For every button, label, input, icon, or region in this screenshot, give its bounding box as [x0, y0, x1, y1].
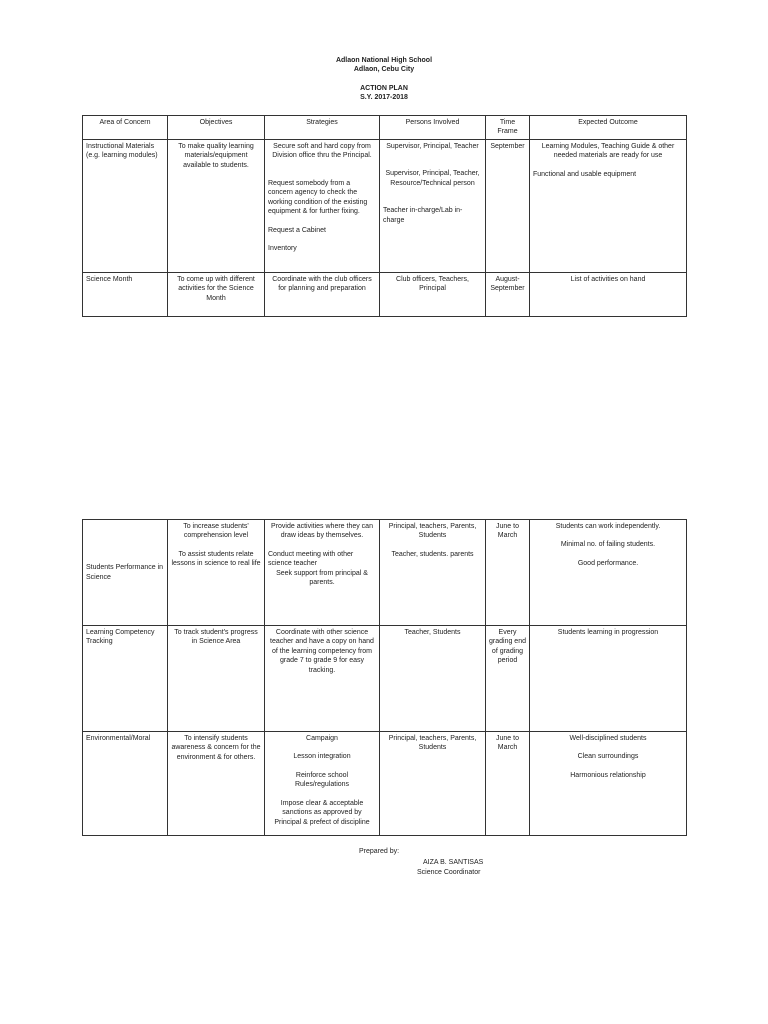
outcome-cell — [530, 272, 687, 316]
action-plan-table-2 — [82, 519, 687, 836]
preparer-position: Science Coordinator — [417, 869, 481, 876]
outcome-cell — [530, 732, 687, 836]
col-header-strategies: Strategies — [265, 116, 380, 140]
outcome-text: Students learning in progression — [557, 629, 659, 636]
strategies-cell — [265, 732, 380, 836]
table-row — [83, 732, 687, 836]
persons-cell — [380, 732, 486, 836]
strategies-cell — [265, 272, 380, 316]
strategy-text: Request a Cabinet — [268, 226, 326, 234]
table-row — [83, 139, 687, 272]
persons-text: Teacher, Students — [404, 629, 461, 636]
time-cell: September — [486, 139, 530, 272]
outcome-text: List of activities on hand — [570, 275, 646, 283]
time-cell: August-September — [486, 272, 530, 316]
strategy-text: Conduct meeting with other science teacher — [268, 550, 354, 568]
outcome-text: Learning Modules, Teaching Guide & other needed materials are ready for use — [541, 142, 675, 160]
strategy-text: Seek support from principal & parents. — [276, 569, 368, 587]
preparer-name: AIZA B. SANTISAS — [423, 859, 484, 866]
outcome-cell — [530, 626, 687, 732]
strategies-cell — [265, 520, 380, 626]
time-cell: June to March — [486, 732, 530, 836]
objectives-cell — [168, 626, 265, 732]
col-header-persons: Persons Involved — [380, 116, 486, 140]
strategies-cell — [265, 139, 380, 272]
strategy-text: Impose clear & acceptable sanctions as approved by Principal & prefect of discipline — [274, 799, 370, 826]
strategy-text: Secure soft and hard copy from Division office thru the Principal. — [272, 142, 372, 160]
objective-text: To intensify students awareness & concern for the environment & for others. — [171, 735, 261, 761]
persons-text: Teacher, students. parents — [391, 550, 474, 558]
outcome-text: Clean surroundings — [577, 753, 639, 761]
table-row — [83, 520, 687, 626]
table-row — [83, 626, 687, 732]
objective-text: To come up with different activities for the Science Month — [177, 275, 255, 302]
outcome-text: Students can work independently. — [555, 523, 661, 530]
outcome-cell — [530, 520, 687, 626]
persons-cell — [380, 139, 486, 272]
objective-text: To make quality learning materials/equipment available to students. — [178, 142, 254, 169]
strategy-text: Lesson integration — [293, 753, 351, 761]
persons-cell — [380, 272, 486, 316]
strategy-text: Campaign — [306, 735, 338, 742]
school-location: Adlaon, Cebu City — [353, 66, 415, 74]
strategy-text: Request somebody from a concern agency to check the working condition of the existing equipment & for further fixing. — [268, 179, 368, 216]
strategy-text: Inventory — [268, 244, 297, 252]
persons-text: Principal, teachers, Parents, Students — [388, 523, 477, 540]
area-cell: Learning Competency Tracking — [83, 626, 168, 732]
persons-cell — [380, 520, 486, 626]
outcome-text: Good performance. — [577, 559, 639, 567]
area-cell: Environmental/Moral — [83, 732, 168, 836]
outcome-text: Harmonious relationship — [570, 771, 646, 779]
persons-text: Principal, teachers, Parents, Students — [388, 735, 477, 752]
area-cell: Students Performance in Science — [83, 520, 168, 626]
document-title-block — [0, 84, 768, 103]
prepared-by-label: Prepared by: — [359, 848, 400, 855]
persons-text: Supervisor, Principal, Teacher, Resource/Technical person — [385, 170, 480, 187]
action-plan-table-1 — [82, 115, 687, 317]
school-year: S.Y. 2017-2018 — [360, 94, 408, 102]
objectives-cell — [168, 520, 265, 626]
area-cell: Instructional Materials (e.g. learning modules) — [83, 139, 168, 272]
time-cell: June to March — [486, 520, 530, 626]
school-name: Adlaon National High School — [335, 57, 433, 64]
objectives-cell — [168, 139, 265, 272]
document-title: ACTION PLAN — [360, 85, 408, 92]
document-header — [0, 56, 768, 75]
objectives-cell — [168, 272, 265, 316]
persons-cell — [380, 626, 486, 732]
outcome-text: Minimal no. of failing students. — [560, 541, 656, 549]
strategy-text: Coordinate with the club officers for planning and preparation — [272, 275, 372, 293]
outcome-text: Well-disciplined students — [569, 735, 647, 742]
objective-text: To assist students relate lessons in science to real life — [171, 550, 261, 568]
outcome-cell — [530, 139, 687, 272]
col-header-area: Area of Concern — [83, 116, 168, 140]
col-header-objectives: Objectives — [168, 116, 265, 140]
area-cell: Science Month — [83, 272, 168, 316]
strategies-cell — [265, 626, 380, 732]
persons-text: Club officers, Teachers, Principal — [396, 275, 469, 293]
strategy-text: Provide activities where they can draw ideas by themselves. — [271, 523, 373, 540]
objective-text: To track student's progress in Science Area — [174, 629, 258, 646]
time-cell: Every grading end of grading period — [486, 626, 530, 732]
col-header-outcome: Expected Outcome — [530, 116, 687, 140]
persons-text: Teacher in-charge/Lab in-charge — [383, 207, 463, 224]
col-header-time: Time Frame — [486, 116, 530, 140]
strategy-text: Coordinate with other science teacher and have a copy on hand of the learning competency from grade 7 to grade 9 for easy tracking. — [270, 629, 374, 674]
table-header-row — [83, 116, 687, 140]
table-row — [83, 272, 687, 316]
outcome-text: Functional and usable equipment — [533, 170, 637, 178]
strategy-text: Reinforce school Rules/regulations — [294, 771, 350, 789]
objectives-cell — [168, 732, 265, 836]
objective-text: To increase students' comprehension level — [183, 523, 249, 540]
persons-text: Supervisor, Principal, Teacher — [386, 142, 479, 150]
